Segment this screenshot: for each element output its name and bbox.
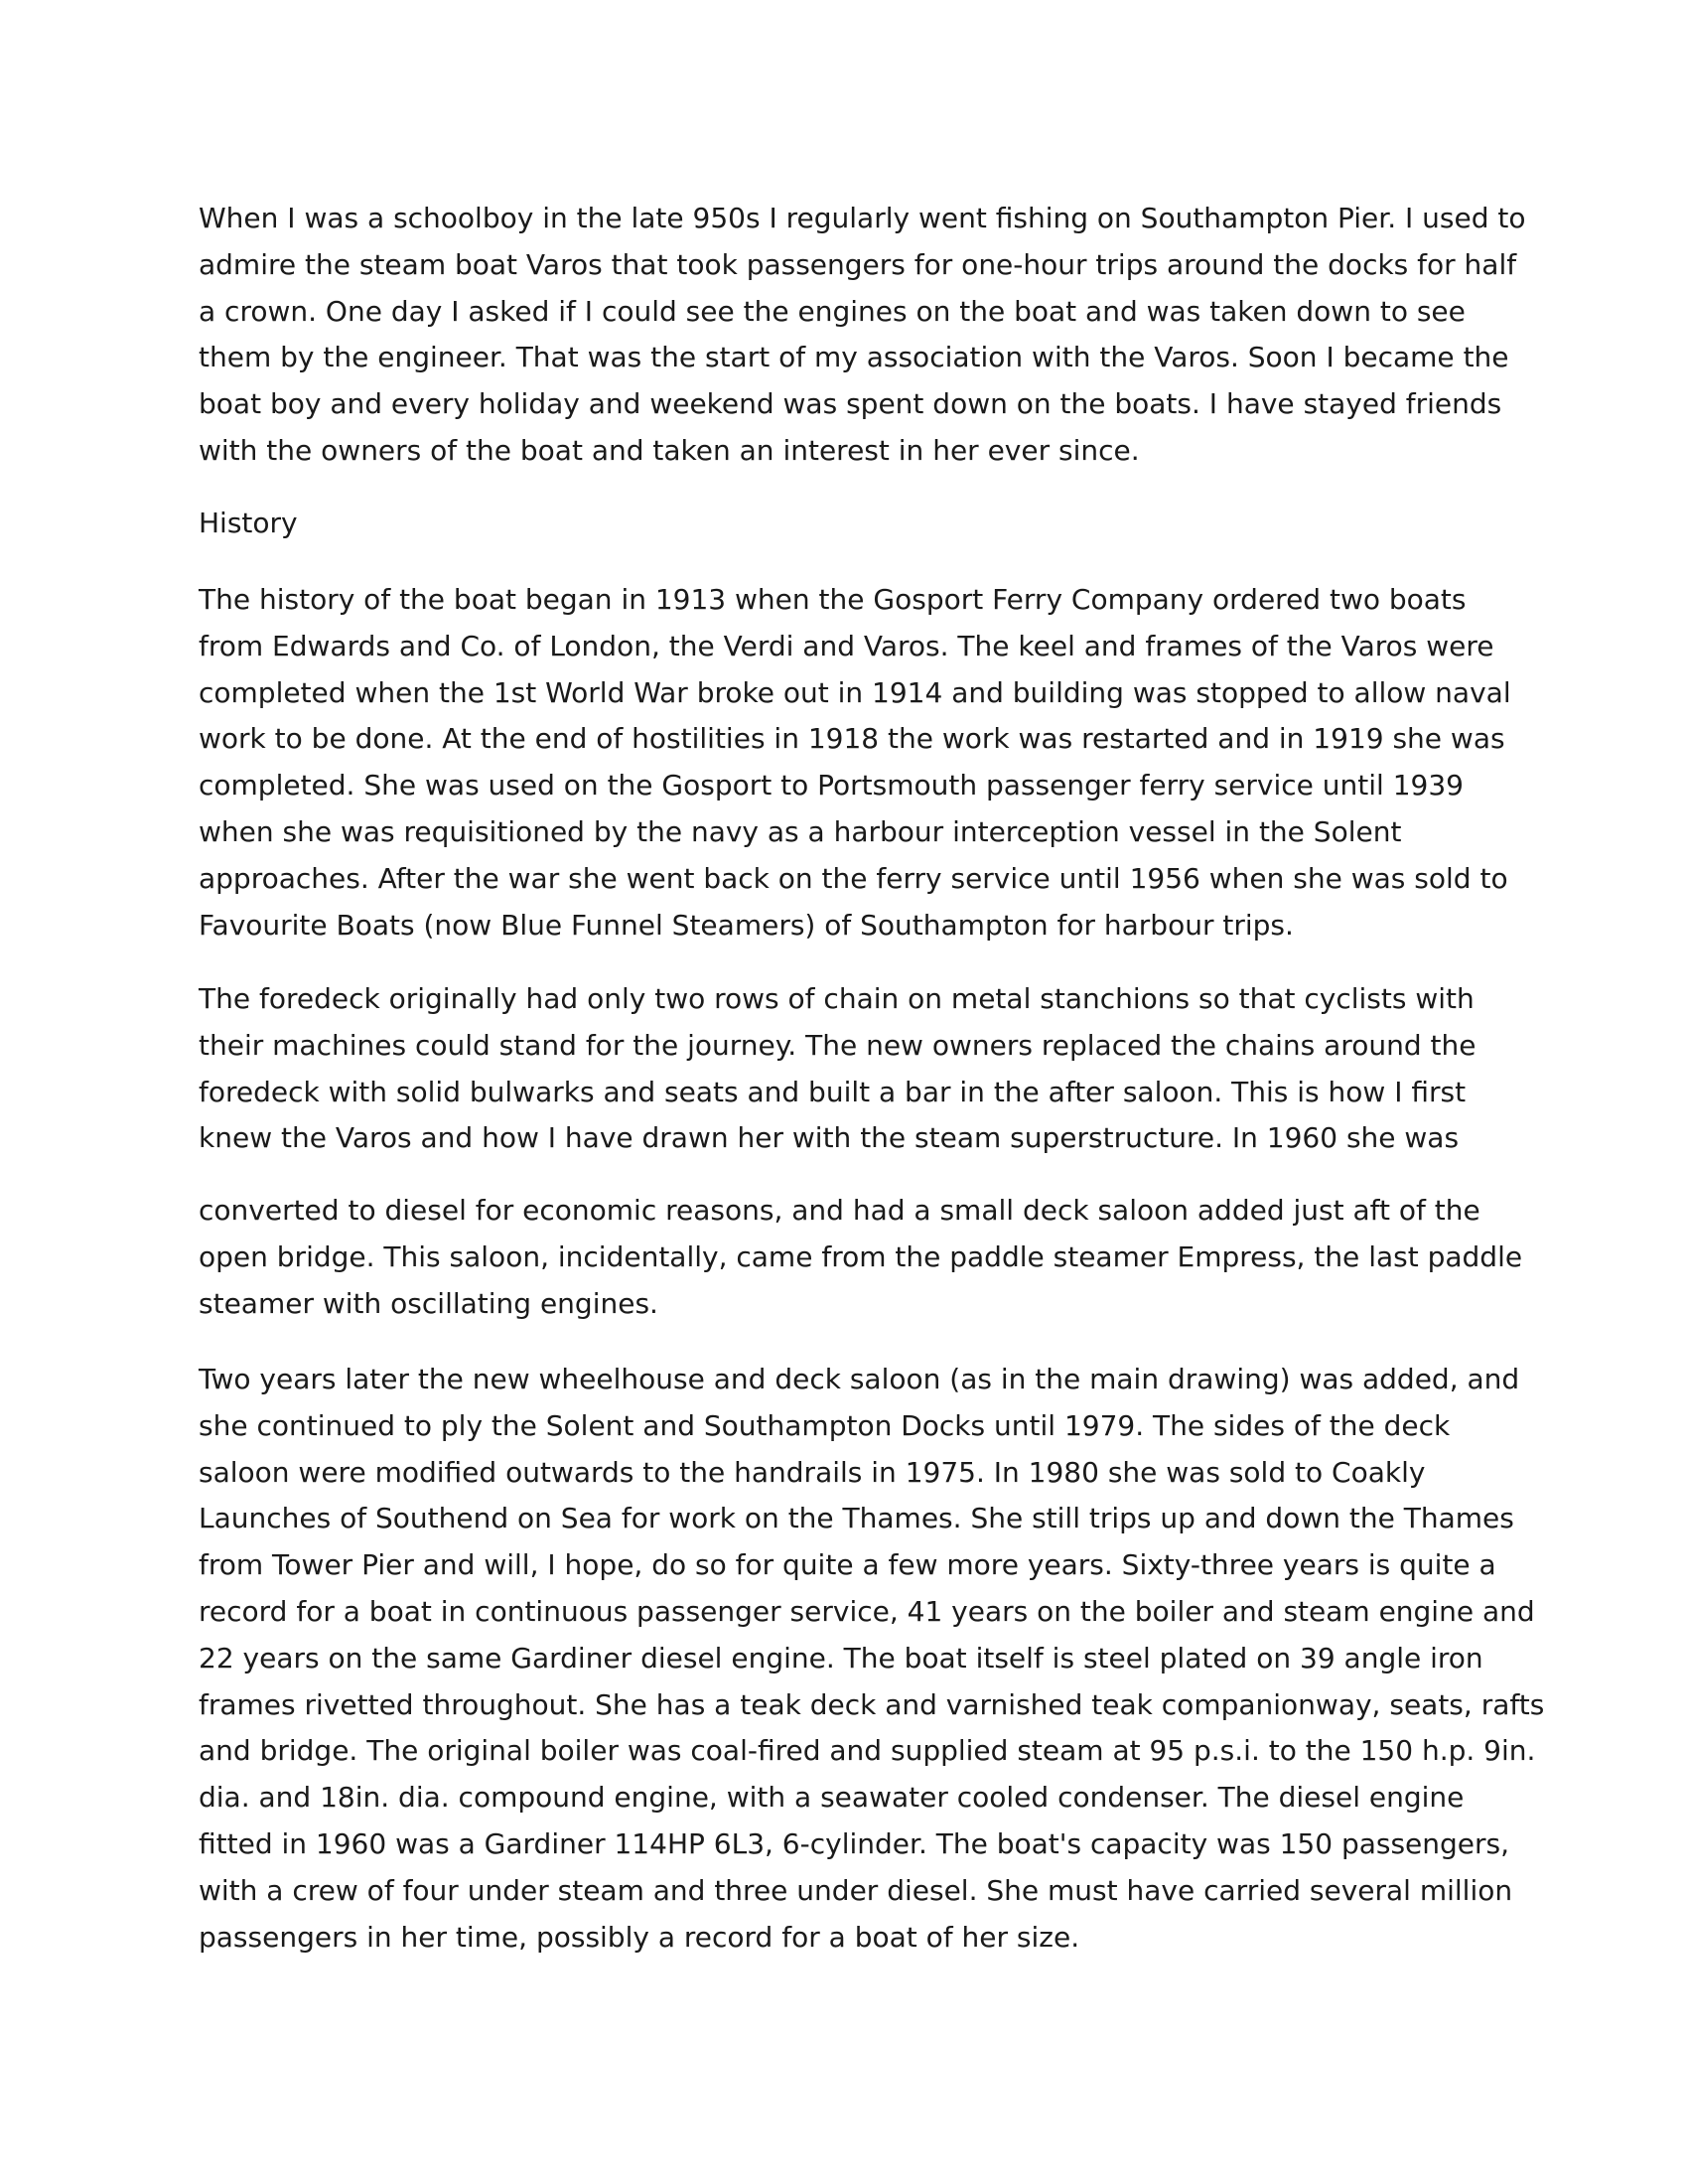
text-line: from Tower Pier and will, I hope, do so for quite a few more years. Sixty-three years is quite a bbox=[199, 1548, 1496, 1582]
text-line: foredeck with solid bulwarks and seats and built a bar in the after saloon. This is how I first bbox=[199, 1075, 1467, 1108]
text-line: from Edwards and Co. of London, the Verdi and Varos. The keel and frames of the Varos were bbox=[199, 629, 1494, 662]
text-line: open bridge. This saloon, incidentally, came from the paddle steamer Empress, the last paddle bbox=[199, 1239, 1523, 1273]
paragraph-diesel bbox=[199, 1188, 1523, 1327]
section-heading bbox=[199, 501, 1489, 547]
text-line: knew the Varos and how I have drawn her with the steam superstructure. In 1960 she was bbox=[199, 1121, 1460, 1155]
text-line: When I was a schoolboy in the late 950s I regularly went fishing on Southampton Pier. I used to bbox=[199, 202, 1526, 234]
text-line: record for a boat in continuous passenger service, 41 years on the boiler and steam engine and bbox=[199, 1594, 1535, 1628]
text-line: Two years later the new wheelhouse and deck saloon (as in the main drawing) was added, and bbox=[199, 1363, 1520, 1395]
text-line: admire the steam boat Varos that took passengers for one-hour trips around the docks for half bbox=[199, 247, 1517, 281]
text-line: boat boy and every holiday and weekend was spent down on the boats. I have stayed friends bbox=[199, 387, 1502, 421]
text-line: work to be done. At the end of hostilities in 1918 the work was restarted and in 1919 she was bbox=[199, 722, 1505, 756]
text-line: their machines could stand for the journey. The new owners replaced the chains around the bbox=[199, 1028, 1477, 1062]
paragraph-history bbox=[199, 577, 1511, 948]
text-line: with the owners of the boat and taken an interest in her ever since. bbox=[199, 433, 1140, 467]
text-line: and bridge. The original boiler was coal-fired and supplied steam at 95 p.s.i. to the 150 h.p. 9in. bbox=[199, 1734, 1536, 1768]
text-line: completed when the 1st World War broke out in 1914 and building was stopped to allow naval bbox=[199, 675, 1511, 709]
text-line: approaches. After the war she went back on the ferry service until 1956 when she was sold to bbox=[199, 861, 1508, 895]
text-line: dia. and 18in. dia. compound engine, with a seawater cooled condenser. The diesel engine bbox=[199, 1781, 1465, 1815]
text-line: them by the engineer. That was the start of my association with the Varos. Soon I became the bbox=[199, 341, 1509, 374]
text-line: when she was requisitioned by the navy as a harbour interception vessel in the Solent bbox=[199, 814, 1402, 848]
text-line: The foredeck originally had only two rows of chain on metal stanchions so that cyclists with bbox=[199, 982, 1475, 1015]
text-line: Launches of Southend on Sea for work on the Thames. She still trips up and down the Thames bbox=[199, 1502, 1514, 1535]
text-line: completed. She was used on the Gosport to Portsmouth passenger ferry service until 1939 bbox=[199, 769, 1464, 802]
heading-text: History bbox=[199, 507, 298, 539]
text-line: fitted in 1960 was a Gardiner 114HP 6L3, 6-cylinder. The boat's capacity was 150 passengers, bbox=[199, 1826, 1510, 1860]
text-line: saloon were modified outwards to the handrails in 1975. In 1980 she was sold to Coakly bbox=[199, 1455, 1426, 1489]
text-line: frames rivetted throughout. She has a teak deck and varnished teak companionway, seats, rafts bbox=[199, 1687, 1545, 1721]
text-line: a crown. One day I asked if I could see the engines on the boat and was taken down to see bbox=[199, 294, 1466, 328]
text-line: The history of the boat began in 1913 when the Gosport Ferry Company ordered two boats bbox=[199, 583, 1467, 616]
text-line: 22 years on the same Gardiner diesel engine. The boat itself is steel plated on 39 angle iron bbox=[199, 1641, 1483, 1674]
text-line: converted to diesel for economic reasons, and had a small deck saloon added just aft of the bbox=[199, 1194, 1480, 1227]
text-line: she continued to ply the Solent and Southampton Docks until 1979. The sides of the deck bbox=[199, 1408, 1451, 1442]
paragraph-foredeck bbox=[199, 976, 1489, 1162]
text-line: passengers in her time, possibly a record for a boat of her size. bbox=[199, 1920, 1080, 1954]
paragraph-later bbox=[199, 1357, 1545, 1961]
text-line: Favourite Boats (now Blue Funnel Steamers) of Southampton for harbour trips. bbox=[199, 908, 1294, 942]
text-line: steamer with oscillating engines. bbox=[199, 1286, 658, 1320]
paragraph-intro bbox=[199, 196, 1526, 475]
text-line: with a crew of four under steam and three under diesel. She must have carried several million bbox=[199, 1873, 1513, 1907]
